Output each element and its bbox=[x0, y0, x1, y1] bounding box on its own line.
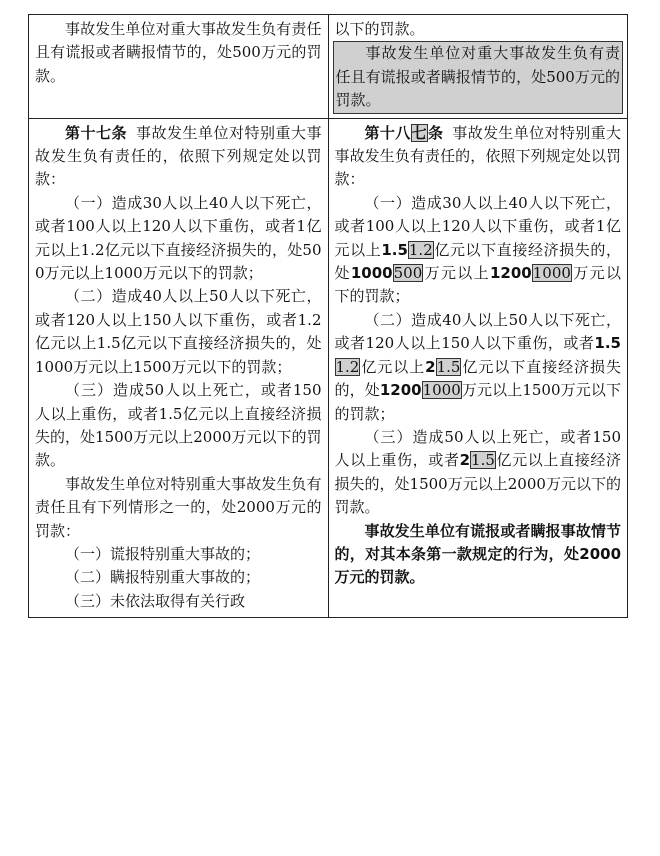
inserted-text: 1200 bbox=[490, 264, 532, 283]
old-paragraph: 事故发生单位对重大事故发生负有责任且有谎报或者瞒报情节的，处500万元的罚款。 bbox=[35, 20, 322, 85]
old-text-cell bbox=[29, 15, 329, 119]
new-paragraph-2: 事故发生单位有谎报或者瞒报事故情节的，对其本条第一款规定的行为，处2000万元的罚款。 bbox=[334, 521, 621, 587]
deleted-text: 500 bbox=[393, 264, 423, 283]
comparison-table bbox=[28, 14, 628, 618]
inserted-text: 1.5 bbox=[594, 334, 621, 353]
deleted-text: 1000 bbox=[532, 264, 571, 283]
new-text-cell bbox=[328, 15, 628, 119]
old-text-cell bbox=[29, 118, 329, 618]
deleted-text: 1.5 bbox=[471, 451, 495, 470]
deleted-text: 1.2 bbox=[335, 357, 360, 376]
table-row bbox=[29, 118, 628, 618]
old-sub-item-2: （二）瞒报特别重大事故的； bbox=[65, 568, 261, 587]
comparison-document bbox=[28, 14, 628, 618]
new-article-intro: 第十八七条 事故发生单位对特别重大事故发生负有责任的，依照下列规定处以罚款： bbox=[334, 123, 621, 189]
deleted-paragraph: 事故发生单位对重大事故发生负有责任且有谎报或者瞒报情节的，处500万元的罚款。 bbox=[333, 41, 624, 113]
deleted-text: 1.5 bbox=[436, 357, 461, 376]
article-number: 第十八七条 bbox=[364, 123, 444, 142]
new-paragraph-tail: 以下的罚款。 bbox=[334, 20, 425, 38]
new-item-2: （二）造成40人以上50人以下死亡，或者120人以上150人以下重伤，或者1.51.2亿元以上21.5亿元以下直接经济损失的，处12001000万元以上1500万元以下的罚款； bbox=[334, 310, 621, 423]
old-item-1: （一）造成30人以上40人以下死亡，或者100人以上120人以下重伤，或者1亿元以上1.2亿元以下直接经济损失的，处500万元以上1000万元以下的罚款； bbox=[35, 193, 322, 283]
old-sub-item-3: （三）未依法取得有关行政 bbox=[65, 591, 246, 610]
deleted-text: 1000 bbox=[422, 381, 461, 400]
deleted-text: 1.2 bbox=[408, 240, 433, 259]
inserted-text: 1000 bbox=[350, 264, 393, 283]
inserted-text: 2 bbox=[459, 451, 471, 470]
old-sub-item-1: （一）谎报特别重大事故的； bbox=[65, 544, 261, 563]
old-paragraph-2: 事故发生单位对特别重大事故发生负有责任且有下列情形之一的，处2000万元的罚款： bbox=[35, 474, 322, 540]
deleted-text: 七 bbox=[411, 123, 427, 142]
inserted-text: 2 bbox=[425, 357, 436, 376]
inserted-text: 1.5 bbox=[381, 240, 408, 259]
old-article-intro: 第十七条 事故发生单位对特别重大事故发生负有责任的，依照下列规定处以罚款： bbox=[35, 123, 322, 189]
article-number: 第十七条 bbox=[65, 123, 127, 142]
new-item-3: （三）造成50人以上死亡，或者150人以上重伤，或者21.5亿元以上直接经济损失的，处1500万元以上2000万元以下的罚款。 bbox=[334, 427, 621, 517]
new-item-1: （一）造成30人以上40人以下死亡，或者100人以上120人以下重伤，或者1亿元以上1.51.2亿元以下直接经济损失的，处1000500万元以上12001000万元以下的罚款； bbox=[334, 193, 621, 306]
new-text-cell bbox=[328, 118, 628, 618]
old-item-2: （二）造成40人以上50人以下死亡，或者120人以上150人以下重伤，或者1.2亿元以上1.5亿元以下直接经济损失的，处1000万元以上1500万元以下的罚款； bbox=[35, 287, 322, 376]
table-row bbox=[29, 15, 628, 119]
old-item-3: （三）造成50人以上死亡，或者150人以上重伤，或者1.5亿元以上直接经济损失的，处1500万元以上2000万元以下的罚款。 bbox=[35, 381, 322, 470]
inserted-text: 1200 bbox=[379, 381, 422, 400]
